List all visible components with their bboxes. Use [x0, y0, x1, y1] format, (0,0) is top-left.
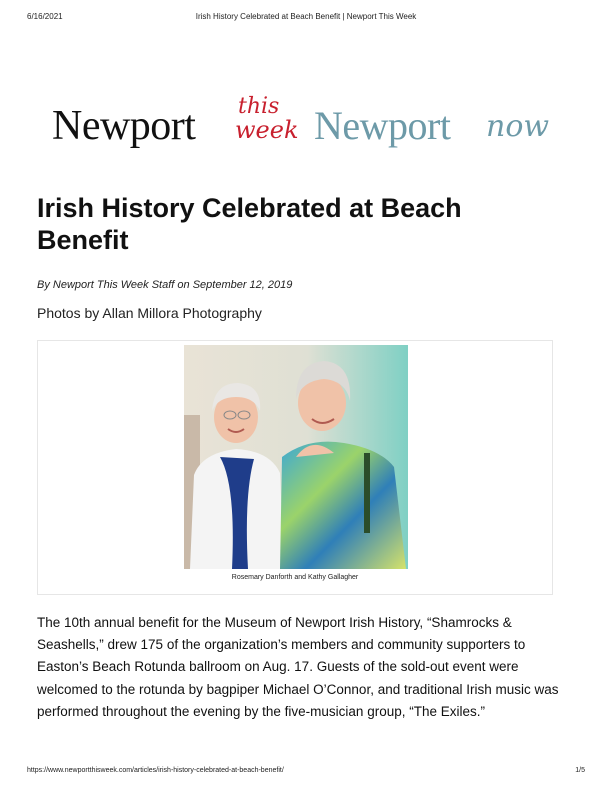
print-page-number: 1/5 — [575, 767, 585, 774]
article-headline: Irish History Celebrated at Beach Benefit — [37, 193, 462, 255]
logo-now-word: now — [486, 109, 550, 144]
print-header — [27, 12, 585, 24]
article-body-paragraph: The 10th annual benefit for the Museum of Newport Irish History, “Shamrocks & Seashells,” drew 175 of the organization’s members and community supporters to Easton’s Beach Rotunda ballroom on Aug. 17. Guests of the sold-out event were welcomed to the rotunda by bagpiper Michael O’Connor, and traditional Irish music was performed throughout the evening by the five-musician group, “The Exiles.” — [37, 615, 559, 719]
print-footer — [27, 767, 585, 779]
logo-week-word: week — [235, 116, 299, 144]
photo-credit: Photos by Allan Millora Photography — [37, 305, 262, 321]
article-figure — [37, 340, 553, 595]
print-page-title: Irish History Celebrated at Beach Benefit | Newport This Week — [195, 12, 417, 21]
logo-newport-word: Newport — [52, 103, 196, 149]
print-url: https://www.newportthisweek.com/articles/irish-history-celebrated-at-beach-benefit/ — [27, 767, 284, 774]
photo-caption: Rosemary Danforth and Kathy Gallagher — [231, 574, 359, 581]
logo-newport-now-word: Newport — [314, 103, 451, 148]
logo-this-word: this — [238, 94, 280, 119]
article-byline: By Newport This Week Staff on September 12, 2019 — [37, 279, 293, 291]
print-date: 6/16/2021 — [27, 12, 63, 21]
masthead-logos — [52, 94, 562, 160]
article-photo[interactable] — [184, 345, 408, 569]
